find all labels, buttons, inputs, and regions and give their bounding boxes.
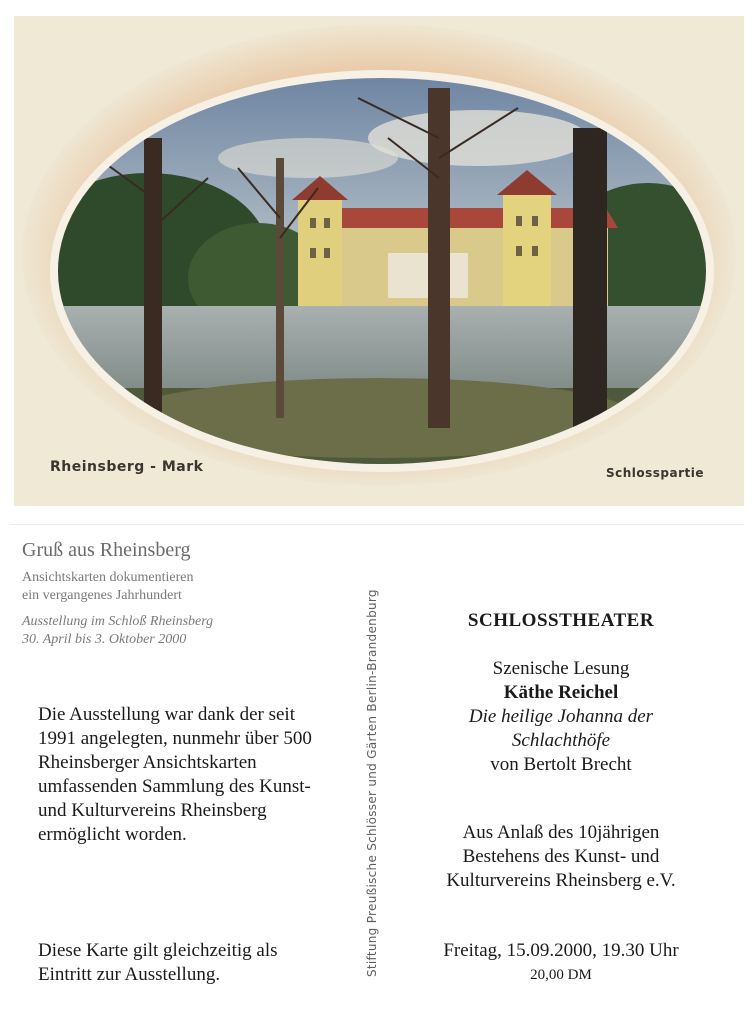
description-line: ermöglicht worden.	[38, 824, 187, 845]
description-line: und Kulturvereins Rheinsberg	[38, 800, 267, 821]
author-line: von Bertolt Brecht	[490, 754, 632, 775]
work-title-line-2: Schlachthöfe	[511, 730, 611, 751]
subtitle-line-1: Ansichtskarten dokumentieren	[22, 570, 194, 585]
description-line: 1991 angelegten, nunmehr über 500	[38, 728, 312, 749]
ticket-price: 20,00 DM	[530, 967, 592, 983]
occasion-line: Aus Anlaß des 10jährigen	[462, 822, 660, 843]
admission-note	[38, 939, 358, 987]
admission-line: Eintritt zur Ausstellung.	[38, 964, 221, 985]
event-datetime: Freitag, 15.09.2000, 19.30 Uhr	[443, 940, 679, 961]
occasion-line: Bestehens des Kunst- und	[462, 846, 660, 867]
event-datetime-block	[396, 939, 726, 987]
admission-line: Diese Karte gilt gleichzeitig als	[38, 940, 278, 961]
castle-photo	[58, 78, 706, 464]
description-line: Die Ausstellung war dank der seit	[38, 704, 295, 725]
exhibit-description	[38, 703, 358, 847]
theatre-heading: SCHLOSSTHEATER	[467, 610, 655, 631]
theatre-title	[396, 609, 726, 633]
event-details	[396, 657, 726, 777]
subtitle-line-2: ein vergangenes Jahrhundert	[22, 588, 182, 603]
exhibit-line-2: 30. April bis 3. Oktober 2000	[22, 632, 187, 647]
description-line: umfassenden Sammlung des Kunst-	[38, 776, 311, 797]
caption-subject: Schlosspartie	[605, 466, 704, 480]
program-card	[10, 524, 744, 1015]
caption-location: Rheinsberg - Mark	[50, 459, 204, 475]
exhibit-line-1: Ausstellung im Schloß Rheinsberg	[22, 614, 214, 629]
occasion-text	[396, 821, 726, 893]
postcard-front	[14, 16, 744, 506]
performer-name: Käthe Reichel	[503, 682, 619, 703]
occasion-line: Kulturvereins Rheinsberg e.V.	[446, 870, 676, 891]
event-type: Szenische Lesung	[492, 658, 630, 679]
work-title-line-1: Die heilige Johanna der	[468, 706, 654, 727]
castle-illustration	[58, 78, 706, 464]
vertical-credit: Stiftung Preußische Schlösser und Gärten Berlin-Brandenburg	[365, 589, 379, 977]
card-title: Gruß aus Rheinsberg	[22, 539, 191, 561]
description-line: Rheinsberger Ansichtskarten	[38, 752, 257, 773]
